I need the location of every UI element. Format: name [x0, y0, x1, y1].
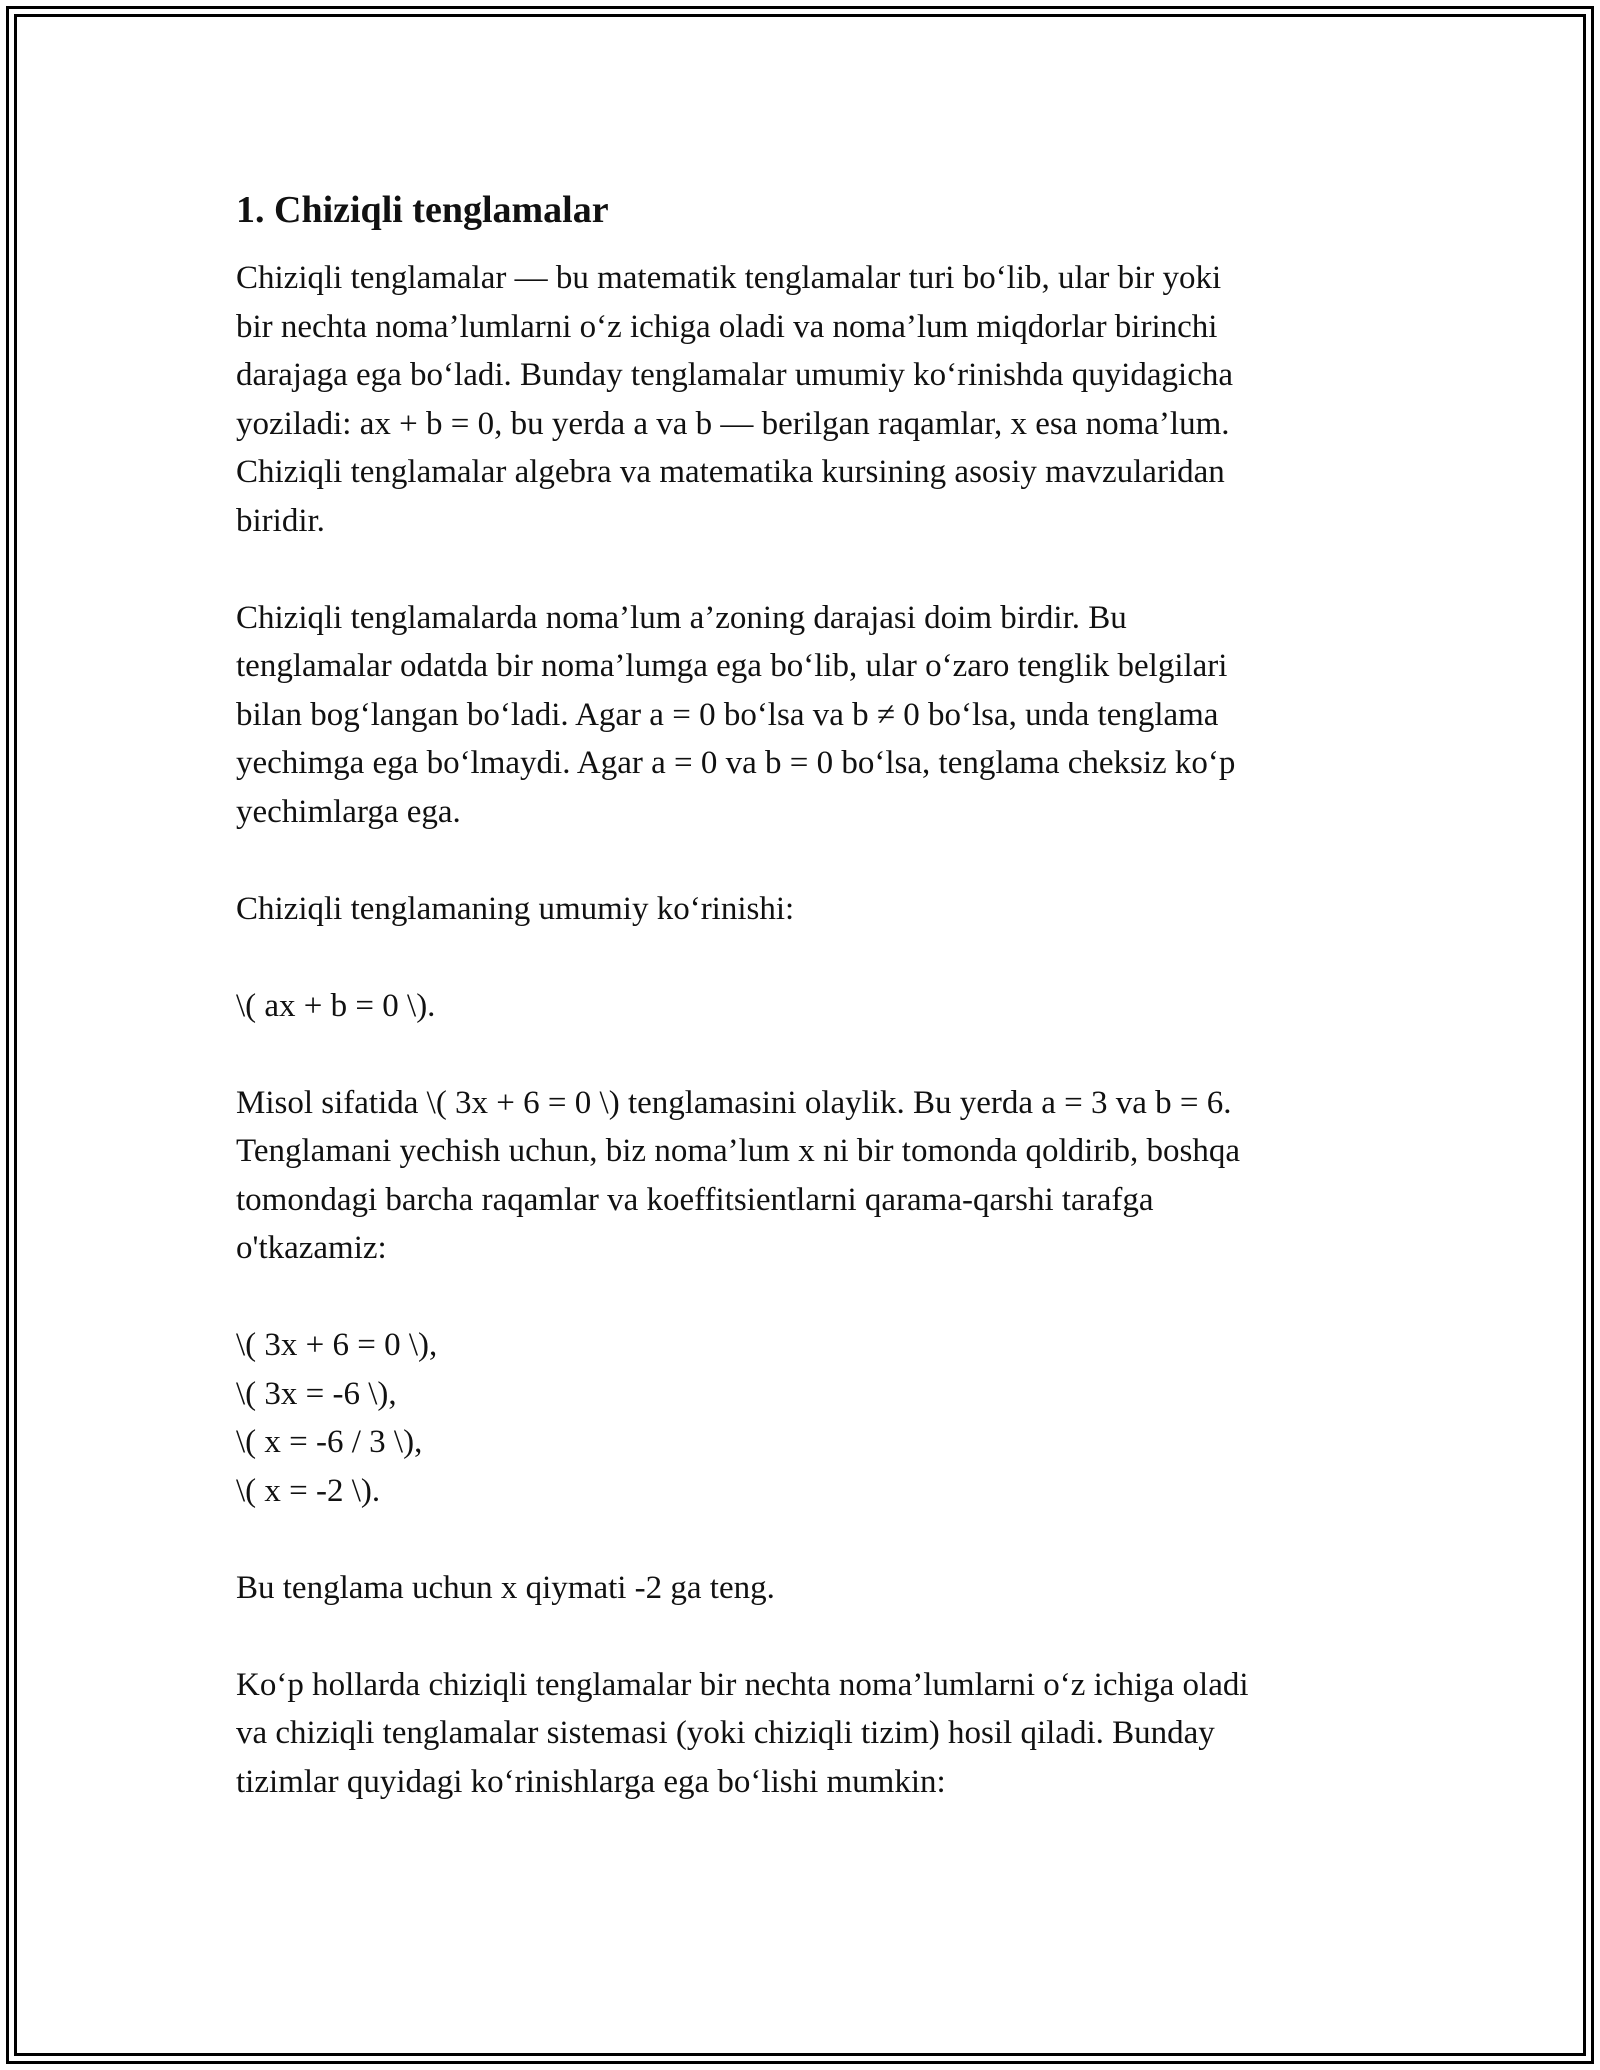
equation-line: \( x = -6 / 3 \), [236, 1424, 423, 1460]
text-line: yoziladi: ax + b = 0, bu yerda a va b — berilgan raqamlar, x esa noma’lum. [236, 405, 1230, 442]
text-line: Chiziqli tenglamalar — bu matematik tenglamalar turi bo‘lib, ular bir yoki [236, 260, 1222, 296]
text-line: bilan bog‘langan bo‘ladi. Agar a = 0 bo‘lsa va b ≠ 0 bo‘lsa, unda tenglama [236, 696, 1219, 733]
section-heading: 1. Chiziqli tenglamalar [236, 189, 609, 231]
paragraph-general-form-label [236, 885, 1366, 934]
text-line: va chiziqli tenglamalar sistemasi (yoki chiziqli tizim) hosil qiladi. Bunday [236, 1715, 1215, 1751]
paragraph-properties [236, 594, 1366, 837]
text-line: tomondagi barcha raqamlar va koeffitsientlarni qarama-qarshi tarafga [236, 1181, 1154, 1218]
text-line: tenglamalar odatda bir noma’lumga ega bo‘lib, ular o‘zaro tenglik belgilari [236, 648, 1228, 684]
text-line: Misol sifatida \( 3x + 6 = 0 \) tenglamasini olaylik. Bu yerda a = 3 va b = 6. [236, 1084, 1232, 1121]
paragraph-definition [236, 254, 1366, 545]
equation-general-form [236, 982, 1366, 1031]
text-line: yechimlarga ega. [236, 793, 461, 830]
equation-line: \( 3x + 6 = 0 \), [236, 1327, 438, 1363]
equation-line: \( 3x = -6 \), [236, 1375, 397, 1412]
equation-solution-steps [236, 1321, 1366, 1515]
text-line: yechimga ega bo‘lmaydi. Agar a = 0 va b = 0 bo‘lsa, tenglama cheksiz ko‘p [236, 745, 1236, 781]
text-line: Bu tenglama uchun x qiymati -2 ga teng. [236, 1569, 775, 1606]
equation-line: \( ax + b = 0 \). [236, 987, 436, 1024]
text-line: Chiziqli tenglamaning umumiy ko‘rinishi: [236, 890, 795, 927]
paragraph-result [236, 1564, 1366, 1613]
text-line: Chiziqli tenglamalar algebra va matematika kursining asosiy mavzularidan [236, 454, 1225, 490]
text-line: Ko‘p hollarda chiziqli tenglamalar bir nechta noma’lumlarni o‘z ichiga oladi [236, 1666, 1249, 1703]
text-line: bir nechta noma’lumlarni o‘z ichiga oladi va noma’lum miqdorlar birinchi [236, 308, 1218, 345]
paragraph-example [236, 1079, 1366, 1273]
text-line: darajaga ega bo‘ladi. Bunday tenglamalar umumiy ko‘rinishda quyidagicha [236, 357, 1234, 393]
text-line: Chiziqli tenglamalarda noma’lum a’zoning darajasi doim birdir. Bu [236, 599, 1127, 636]
text-line: tizimlar quyidagi ko‘rinishlarga ega bo‘lishi mumkin: [236, 1763, 946, 1800]
equation-line: \( x = -2 \). [236, 1472, 381, 1509]
text-line: biridir. [236, 502, 325, 539]
paragraph-systems [236, 1661, 1366, 1807]
text-line: Tenglamani yechish uchun, biz noma’lum x ni bir tomonda qoldirib, boshqa [236, 1133, 1241, 1169]
text-line: o'tkazamiz: [236, 1230, 387, 1266]
document-body [236, 186, 1366, 1855]
